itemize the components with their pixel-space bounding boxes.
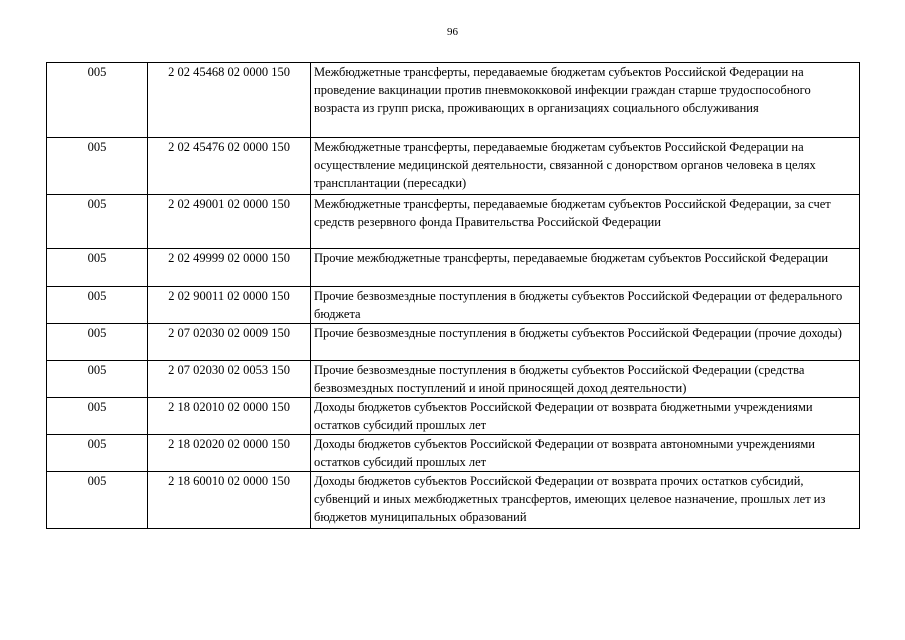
description-cell: Межбюджетные трансферты, передаваемые бюджетам субъектов Российской Федерации на осуществление медицинской деятельности, связанной с донорством органов человека в целях трансплантации (пересадки)	[311, 138, 860, 195]
table-row	[47, 63, 860, 138]
description-cell: Доходы бюджетов субъектов Российской Федерации от возврата бюджетными учреждениями остатков субсидий прошлых лет	[311, 398, 860, 435]
admin-code-cell: 005	[47, 138, 148, 195]
table-row	[47, 361, 860, 398]
admin-code-cell: 005	[47, 287, 148, 324]
admin-code-cell: 005	[47, 63, 148, 138]
description-cell: Прочие безвозмездные поступления в бюджеты субъектов Российской Федерации (прочие доходы)	[311, 324, 860, 361]
budget-code-cell: 2 18 02020 02 0000 150	[148, 435, 311, 472]
table-row	[47, 195, 860, 249]
table-row	[47, 324, 860, 361]
table-row	[47, 435, 860, 472]
budget-code-cell: 2 02 45476 02 0000 150	[148, 138, 311, 195]
table-row	[47, 138, 860, 195]
description-cell: Межбюджетные трансферты, передаваемые бюджетам субъектов Российской Федерации, за счет средств резервного фонда Правительства Российской Федерации	[311, 195, 860, 249]
budget-code-cell: 2 18 02010 02 0000 150	[148, 398, 311, 435]
budget-code-cell: 2 18 60010 02 0000 150	[148, 472, 311, 529]
description-cell: Доходы бюджетов субъектов Российской Федерации от возврата автономными учреждениями остатков субсидий прошлых лет	[311, 435, 860, 472]
admin-code-cell: 005	[47, 435, 148, 472]
budget-code-cell: 2 02 90011 02 0000 150	[148, 287, 311, 324]
admin-code-cell: 005	[47, 324, 148, 361]
admin-code-cell: 005	[47, 472, 148, 529]
page-number: 96	[447, 26, 458, 38]
revenue-codes-table	[46, 62, 860, 529]
description-cell: Прочие безвозмездные поступления в бюджеты субъектов Российской Федерации (средства безвозмездных поступлений и иной приносящей доход деятельности)	[311, 361, 860, 398]
description-cell: Прочие безвозмездные поступления в бюджеты субъектов Российской Федерации от федерального бюджета	[311, 287, 860, 324]
table-row	[47, 287, 860, 324]
admin-code-cell: 005	[47, 249, 148, 287]
description-cell: Доходы бюджетов субъектов Российской Федерации от возврата прочих остатков субсидий, субвенций и иных межбюджетных трансфертов, имеющих целевое назначение, прошлых лет из бюджетов муниципальных образований	[311, 472, 860, 529]
description-cell: Прочие межбюджетные трансферты, передаваемые бюджетам субъектов Российской Федерации	[311, 249, 860, 287]
admin-code-cell: 005	[47, 195, 148, 249]
admin-code-cell: 005	[47, 398, 148, 435]
budget-code-cell: 2 02 49001 02 0000 150	[148, 195, 311, 249]
budget-code-cell: 2 02 45468 02 0000 150	[148, 63, 311, 138]
budget-code-cell: 2 02 49999 02 0000 150	[148, 249, 311, 287]
budget-code-cell: 2 07 02030 02 0009 150	[148, 324, 311, 361]
budget-code-cell: 2 07 02030 02 0053 150	[148, 361, 311, 398]
admin-code-cell: 005	[47, 361, 148, 398]
table-row	[47, 398, 860, 435]
table-row	[47, 249, 860, 287]
table-row	[47, 472, 860, 529]
description-cell: Межбюджетные трансферты, передаваемые бюджетам субъектов Российской Федерации на проведение вакцинации против пневмококковой инфекции граждан старше трудоспособного возраста из групп риска, проживающих в организациях социального обслуживания	[311, 63, 860, 138]
